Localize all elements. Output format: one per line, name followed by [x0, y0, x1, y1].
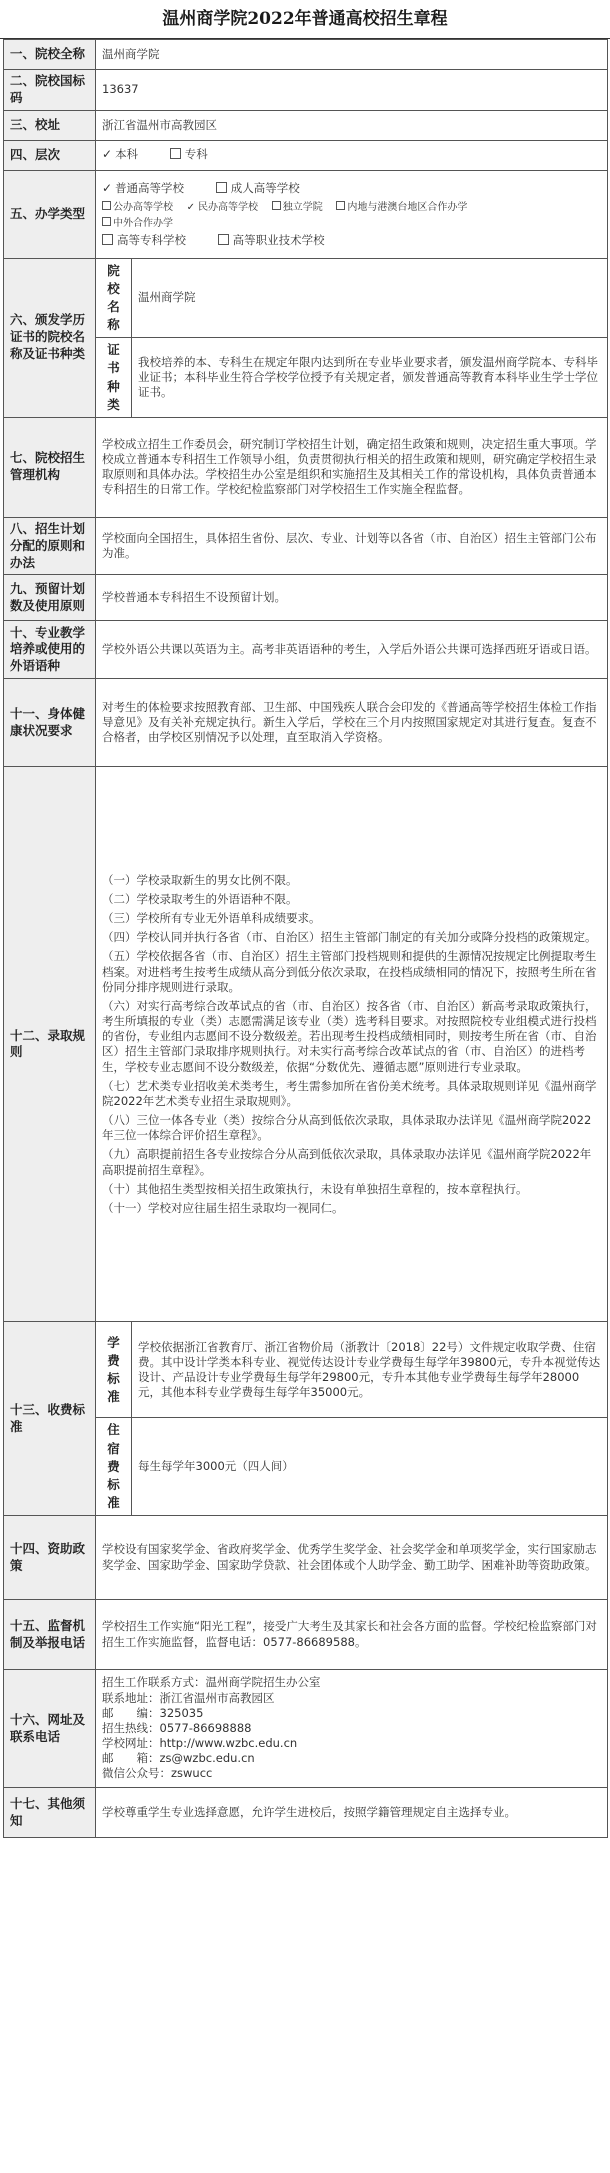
health-requirements-label: 十一、身体健康状况要求	[4, 679, 96, 767]
admission-rules-value	[96, 767, 608, 1322]
row-reserved-plan	[4, 575, 608, 621]
contact-label: 十六、网址及联系电话	[4, 1670, 96, 1788]
tuition-label: 学费标准	[96, 1322, 132, 1418]
checkbox-empty-icon	[216, 182, 227, 193]
foreign-language-value: 学校外语公共课以英语为主。高考非英语语种的考生，入学后外语公共课可选择西班牙语或日语。	[96, 621, 608, 679]
rule-item: （五）学校依据各省（市、自治区）招生主管部门投档规则和提供的生源情况按规定比例提取考生档案。对进档考生按考生成绩从高分到低分依次录取，在投档成绩相同的情况下，按照考生所在省份同分排序规则进行录取。	[102, 949, 597, 994]
plan-allocation-label: 八、招生计划分配的原则和办法	[4, 517, 96, 575]
foreign-language-label: 十、专业教学培养或使用的外语语种	[4, 621, 96, 679]
school-name-label: 一、院校全称	[4, 40, 96, 70]
other-notes-label: 十七、其他须知	[4, 1788, 96, 1838]
school-type-row-2	[102, 199, 601, 229]
rule-item: （十一）学校对应往届生招生录取均一视同仁。	[102, 1200, 344, 1215]
address-label: 三、校址	[4, 110, 96, 140]
contact-address: 联系地址：浙江省温州市高教园区	[102, 1690, 275, 1705]
school-type-label: 五、办学类型	[4, 170, 96, 258]
school-name-value: 温州商学院	[96, 40, 608, 70]
type-option-independent: 独立学院	[272, 201, 323, 214]
check-mark-icon: ✓	[102, 147, 113, 162]
certificate-school-name-value: 温州商学院	[132, 258, 608, 338]
row-school-code	[4, 70, 608, 111]
financial-aid-value: 学校设有国家奖学金、省政府奖学金、优秀学生奖学金、社会奖学金和单项奖学金，实行国家励志奖学金、国家助学金、国家助学贷款、社会团体或个人助学金、勤工助学、困难补助等资助政策。	[96, 1516, 608, 1600]
rule-item: （六）对实行高考综合改革试点的省（市、自治区）按各省（市、自治区）新高考录取政策执行，考生所填报的专业（类）志愿需满足该专业（类）选考科目要求。对按照院校专业组模式进行投档的省份，专业组内志愿间不设分数级差。若出现考生投档成绩相同时，则按考生所在省（市、自治区）招生主管部门录取排序规则执行。对未实行高考综合改革试点的省（市、自治区）的进档考生，学校专业志愿间不设分数级差，依据“分数优先、遵循志愿”原则进行专业录取。	[102, 998, 597, 1074]
row-contact	[4, 1670, 608, 1788]
type-option-college: 高等专科学校	[102, 233, 186, 248]
dorm-fee-value: 每生每学年3000元（四人间）	[132, 1418, 608, 1516]
checkbox-empty-icon	[170, 148, 181, 159]
rule-item: （二）学校录取考生的外语语种不限。	[102, 891, 298, 906]
row-address	[4, 110, 608, 140]
type-option-hk-macau-tw: 内地与港澳台地区合作办学	[336, 201, 467, 214]
checkbox-empty-icon	[102, 217, 111, 226]
row-foreign-language	[4, 621, 608, 679]
check-mark-icon: ✓	[102, 180, 113, 195]
charter-table	[3, 39, 608, 1838]
row-school-type	[4, 170, 608, 258]
row-certificate-name	[4, 258, 608, 338]
school-type-row-3	[102, 233, 601, 248]
tuition-value: 学校依据浙江省教育厅、浙江省物价局（浙教计〔2018〕22号）文件规定收取学费、住宿费。其中设计学类本科专业、视觉传达设计专业学费每生每学年39800元，专升本视觉传达设计、产品设计专业学费每生每学年29800元，专升本其他专业学费每生每学年28000元，其他本科专业学费每生每学年35000元。	[132, 1322, 608, 1418]
checkbox-empty-icon	[102, 201, 111, 210]
checkbox-empty-icon	[272, 201, 281, 210]
type-option-sino-foreign: 中外合作办学	[102, 217, 173, 230]
checkbox-empty-icon	[336, 201, 345, 210]
level-option-undergrad: ✓ 本科	[102, 147, 139, 162]
row-financial-aid	[4, 1516, 608, 1600]
type-option-vocational: 高等职业技术学校	[218, 233, 325, 248]
contact-postcode: 邮 编：325035	[102, 1705, 204, 1720]
certificate-section-label: 六、颁发学历证书的院校名称及证书种类	[4, 258, 96, 417]
type-option-regular: ✓ 普通高等学校	[102, 180, 185, 195]
reserved-plan-value: 学校普通本专科招生不设预留计划。	[96, 575, 608, 621]
checkbox-empty-icon	[218, 234, 229, 245]
rule-item: （九）高职提前招生各专业按综合分从高到低依次录取，具体录取办法详见《温州商学院2022年高职提前招生章程》。	[102, 1147, 592, 1177]
admission-office-label: 七、院校招生管理机构	[4, 417, 96, 517]
row-tuition	[4, 1322, 608, 1418]
row-level	[4, 140, 608, 170]
school-code-value: 13637	[96, 70, 608, 111]
contact-website: 学校网址：http://www.wzbc.edu.cn	[102, 1736, 298, 1751]
type-option-adult: 成人高等学校	[216, 181, 300, 196]
page-title: 温州商学院2022年普通高校招生章程	[0, 0, 610, 39]
health-requirements-value: 对考生的体检要求按照教育部、卫生部、中国残疾人联合会印发的《普通高等学校招生体检工作指导意见》及有关补充规定执行。新生入学后，学校在三个月内按照国家规定对其进行复查。复查不合格者，由学校区别情况予以处理，直至取消入学资格。	[96, 679, 608, 767]
row-admission-rules	[4, 767, 608, 1322]
contact-email: 邮 箱：zs@wzbc.edu.cn	[102, 1751, 255, 1766]
contact-value	[96, 1670, 608, 1788]
admission-rules-label: 十二、录取规则	[4, 767, 96, 1322]
other-notes-value: 学校尊重学生专业选择意愿，允许学生进校后，按照学籍管理规定自主选择专业。	[96, 1788, 608, 1838]
plan-allocation-value: 学校面向全国招生，具体招生省份、层次、专业、计划等以各省（市、自治区）招生主管部门公布为准。	[96, 517, 608, 575]
admission-office-value: 学校成立招生工作委员会，研究制订学校招生计划，确定招生政策和规则，决定招生重大事项。学校成立普通本专科招生工作领导小组，负责贯彻执行相关的招生政策和规则，研究确定学校招生录取原则和具体办法。学校招生办公室是组织和实施招生及其相关工作的常设机构，具体负责普通本专科招生的日常工作。学校纪检监察部门对学校招生工作实施全程监督。	[96, 417, 608, 517]
row-school-name	[4, 40, 608, 70]
rule-item: （八）三位一体各专业（类）按综合分从高到低依次录取，具体录取办法详见《温州商学院2022年三位一体综合评价招生章程》。	[102, 1113, 592, 1143]
address-value: 浙江省温州市高教园区	[96, 110, 608, 140]
rule-item: （四）学校认同并执行各省（市、自治区）招生主管部门制定的有关加分或降分投档的政策规定。	[102, 930, 597, 945]
rule-item: （三）学校所有专业无外语单科成绩要求。	[102, 911, 321, 925]
row-admission-office	[4, 417, 608, 517]
row-health-requirements	[4, 679, 608, 767]
contact-hotline: 招生热线：0577-86698888	[102, 1720, 252, 1735]
type-option-public: 公办高等学校	[102, 201, 173, 214]
certificate-school-name-label: 院校名称	[96, 258, 132, 338]
type-option-private: ✓ 民办高等学校	[186, 202, 259, 214]
school-type-row-1	[102, 181, 601, 197]
contact-office: 招生工作联系方式：温州商学院招生办公室	[102, 1675, 321, 1690]
checkbox-empty-icon	[102, 234, 113, 245]
row-supervision	[4, 1600, 608, 1670]
level-option-junior: 专科	[170, 147, 208, 162]
reserved-plan-label: 九、预留计划数及使用原则	[4, 575, 96, 621]
school-type-options	[96, 170, 608, 258]
school-code-label: 二、院校国标码	[4, 70, 96, 111]
rule-item: （七）艺术类专业招收美术类考生，考生需参加所在省份美术统考。具体录取规则详见《温州商学院2022年艺术类专业招生录取规则》。	[102, 1078, 597, 1108]
check-mark-icon: ✓	[186, 202, 196, 214]
certificate-type-label: 证书种类	[96, 338, 132, 418]
level-label: 四、层次	[4, 140, 96, 170]
row-other-notes	[4, 1788, 608, 1838]
contact-wechat: 微信公众号：zswucc	[102, 1766, 213, 1781]
dorm-fee-label: 住宿费标准	[96, 1418, 132, 1516]
financial-aid-label: 十四、资助政策	[4, 1516, 96, 1600]
rule-item: （一）学校录取新生的男女比例不限。	[102, 872, 298, 887]
supervision-label: 十五、监督机制及举报电话	[4, 1600, 96, 1670]
supervision-value: 学校招生工作实施“阳光工程”，接受广大考生及其家长和社会各方面的监督。学校纪检监察部门对招生工作实施监督，监督电话：0577-86689588。	[96, 1600, 608, 1670]
level-options	[96, 140, 608, 170]
certificate-type-value: 我校培养的本、专科生在规定年限内达到所在专业毕业要求者，颁发温州商学院本、专科毕业证书；本科毕业生符合学校学位授予有关规定者，颁发普通高等教育本科毕业生学士学位证书。	[132, 338, 608, 418]
rule-item: （十）其他招生类型按相关招生政策执行，未设有单独招生章程的，按本章程执行。	[102, 1181, 528, 1196]
fees-section-label: 十三、收费标准	[4, 1322, 96, 1516]
row-plan-allocation	[4, 517, 608, 575]
